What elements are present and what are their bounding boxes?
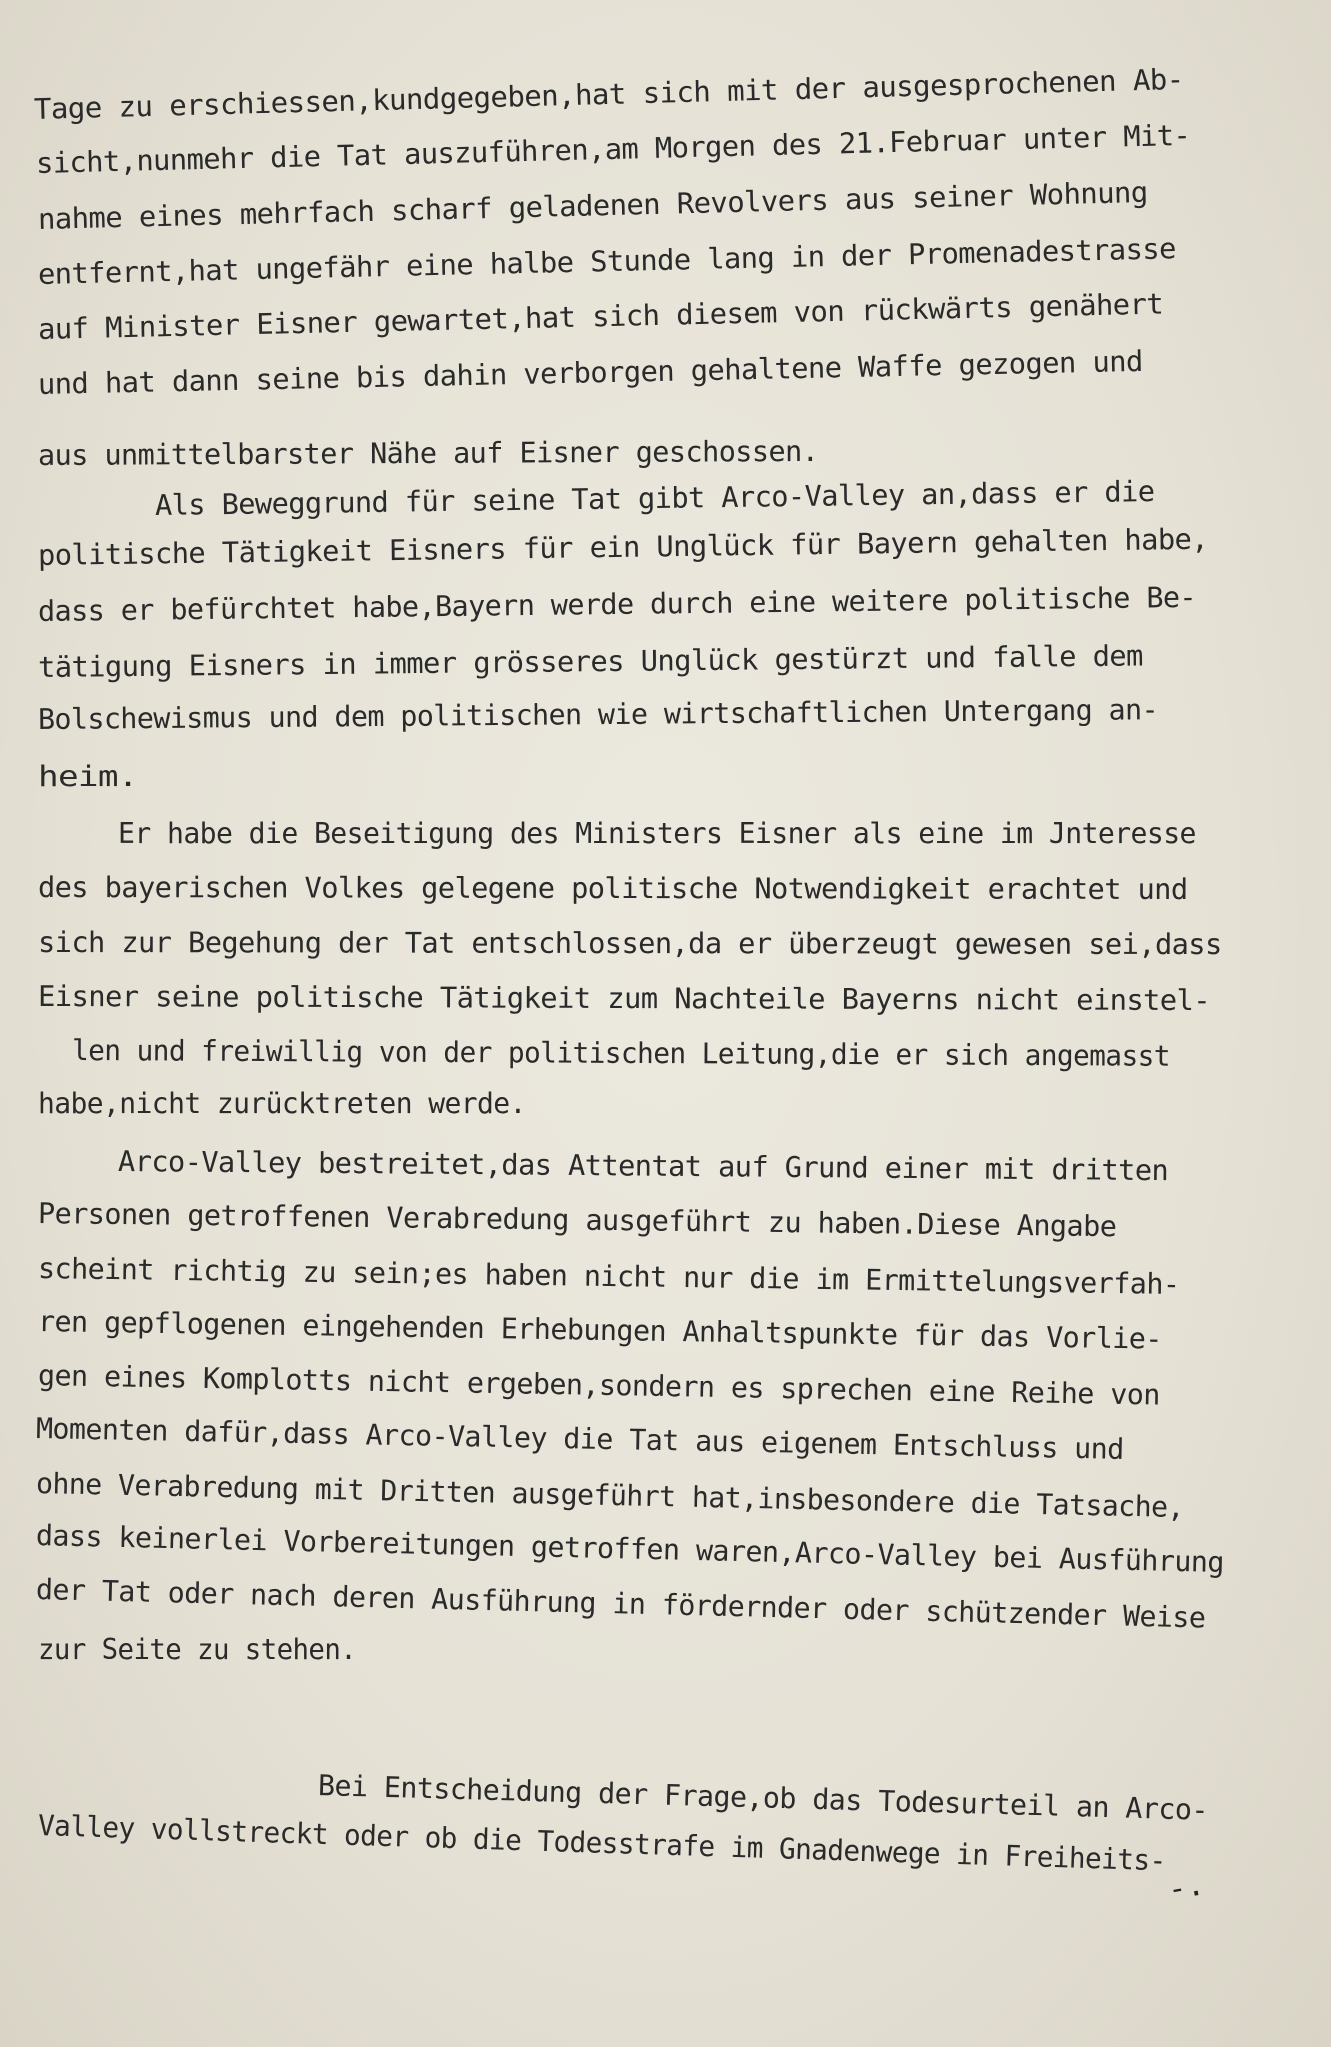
text-line: politische Tätigkeit Eisners für ein Unglück für Bayern gehalten habe, [37, 522, 1209, 572]
text-line: auf Minister Eisner gewartet,hat sich diesem von rückwärts genähert [37, 287, 1164, 346]
text-line: habe,nicht zurücktreten werde. [38, 1087, 526, 1120]
text-line: sich zur Begehung der Tat entschlossen,da er überzeugt gewesen sei,dass [37, 926, 1222, 962]
text-line: heim. [38, 760, 138, 793]
text-line: ren gepflogenen eingehenden Erhebungen Anhaltspunkte für das Vorlie- [37, 1305, 1163, 1356]
text-line: Als Beweggrund für seine Tat gibt Arco-Valley an,dass er die [154, 475, 1155, 522]
text-line: Valley vollstreckt oder ob die Todesstrafe im Gnadenwege in Freiheits- [37, 1809, 1167, 1878]
text-line: sicht,nunmehr die Tat auszuführen,am Morgen des 21.Februar unter Mit- [35, 118, 1191, 180]
text-line: und hat dann seine bis dahin verborgen gehaltene Waffe gezogen und [37, 344, 1143, 401]
text-line: gen eines Komplotts nicht ergeben,sondern es sprechen eine Reihe von [37, 1359, 1161, 1412]
text-line: len und freiwillig von der politischen Leitung,die er sich angemasst [71, 1034, 1171, 1073]
text-line: der Tat oder nach deren Ausführung in fördernder oder schützender Weise [35, 1573, 1206, 1635]
text-line: entfernt,hat ungefähr eine halbe Stunde lang in der Promenadestrasse [37, 232, 1177, 291]
text-line: dass keinerlei Vorbereitungen getroffen waren,Arco-Valley bei Ausführung [35, 1519, 1225, 1579]
text-line: Tage zu erschiessen,kundgegeben,hat sich mit der ausgesprochenen Ab- [33, 62, 1184, 126]
text-line: nahme eines mehrfach scharf geladenen Revolvers aus seiner Wohnung [37, 175, 1148, 236]
text-line: Momenten dafür,dass Arco-Valley die Tat aus eigenem Entschluss und [35, 1412, 1124, 1466]
text-line: Bolschewismus und dem politischen wie wirtschaftlichen Untergang an- [37, 693, 1159, 736]
text-line: zur Seite zu stehen. [38, 1633, 357, 1666]
text-line: Eisner seine politische Tätigkeit zum Nachteile Bayerns nicht einstel- [37, 980, 1211, 1018]
text-line: ohne Verabredung mit Dritten ausgeführt hat,insbesondere die Tatsache, [35, 1467, 1185, 1525]
text-line: tätigung Eisners in immer grösseres Unglück gestürzt und falle dem [37, 639, 1143, 684]
text-line: Er habe die Beseitigung des Ministers Eisner als eine im Jnteresse [118, 817, 1196, 850]
text-line: Arco-Valley bestreitet,das Attentat auf Grund einer mit dritten [117, 1145, 1169, 1188]
text-line: Bei Entscheidung der Frage,ob das Todesurteil an Arco- [317, 1769, 1209, 1827]
text-line: Personen getroffenen Verabredung ausgeführt zu haben.Diese Angabe [37, 1197, 1117, 1244]
text-line: des bayerischen Volkes gelegene politische Notwendigkeit erachtet und [37, 871, 1188, 907]
page-mark: -. [1165, 1867, 1207, 1908]
text-line: dass er befürchtet habe,Bayern werde durch eine weitere politische Be- [37, 580, 1197, 628]
text-line: scheint richtig zu sein;es haben nicht nur die im Ermittelungsverfah- [37, 1252, 1180, 1301]
text-line: aus unmittelbarster Nähe auf Eisner geschossen. [37, 434, 819, 472]
